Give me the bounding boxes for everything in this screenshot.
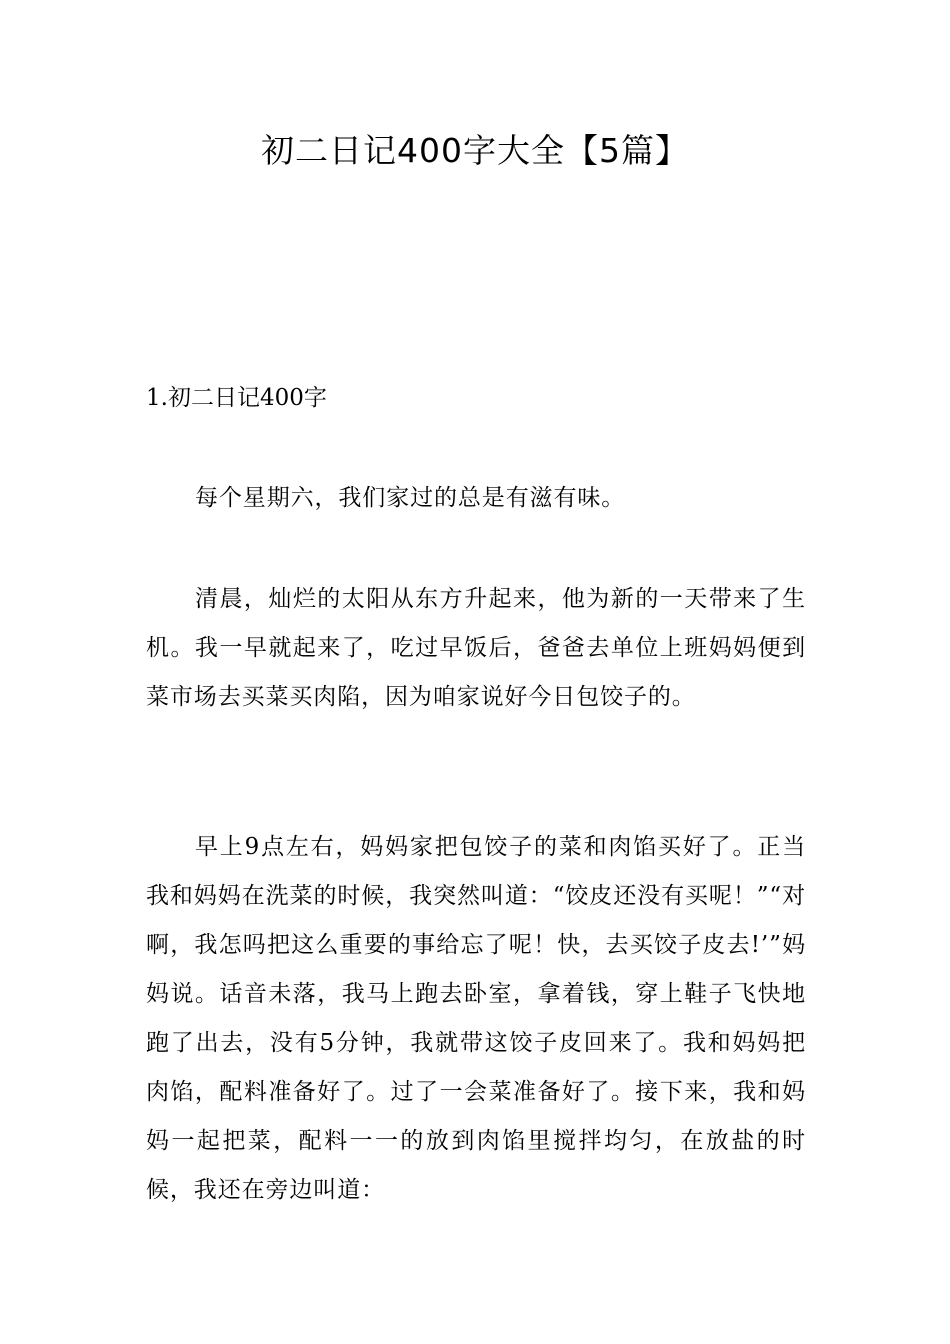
document-title: 初二日记400字大全【5篇】 <box>261 131 689 170</box>
paragraph: 早上9点左右，妈妈家把包饺子的菜和肉馅买好了。正当我和妈妈在洗菜的时候，我突然叫道：“饺皮还没有买呢！”“对啊，我怎吗把这么重要的事给忘了呢！快，去买饺子皮去!’”妈妈说。话音未落，我马上跑去卧室，拿着钱，穿上鞋子飞快地跑了出去，没有5分钟，我就带这饺子皮回来了。我和妈妈把肉馅，配料准备好了。过了一会菜准备好了。接下来，我和妈妈一起把菜，配料一一的放到肉馅里搅拌均匀，在放盐的时候，我还在旁边叫道： <box>146 834 806 1203</box>
section-heading: 1.初二日记400字 <box>146 385 327 411</box>
paragraph: 清晨，灿烂的太阳从东方升起来，他为新的一天带来了生机。我一早就起来了，吃过早饭后，爸爸去单位上班妈妈便到菜市场去买菜买肉陷，因为咱家说好今日包饺子的。 <box>146 586 806 710</box>
paragraph: 每个星期六，我们家过的总是有滋有味。 <box>195 485 626 511</box>
